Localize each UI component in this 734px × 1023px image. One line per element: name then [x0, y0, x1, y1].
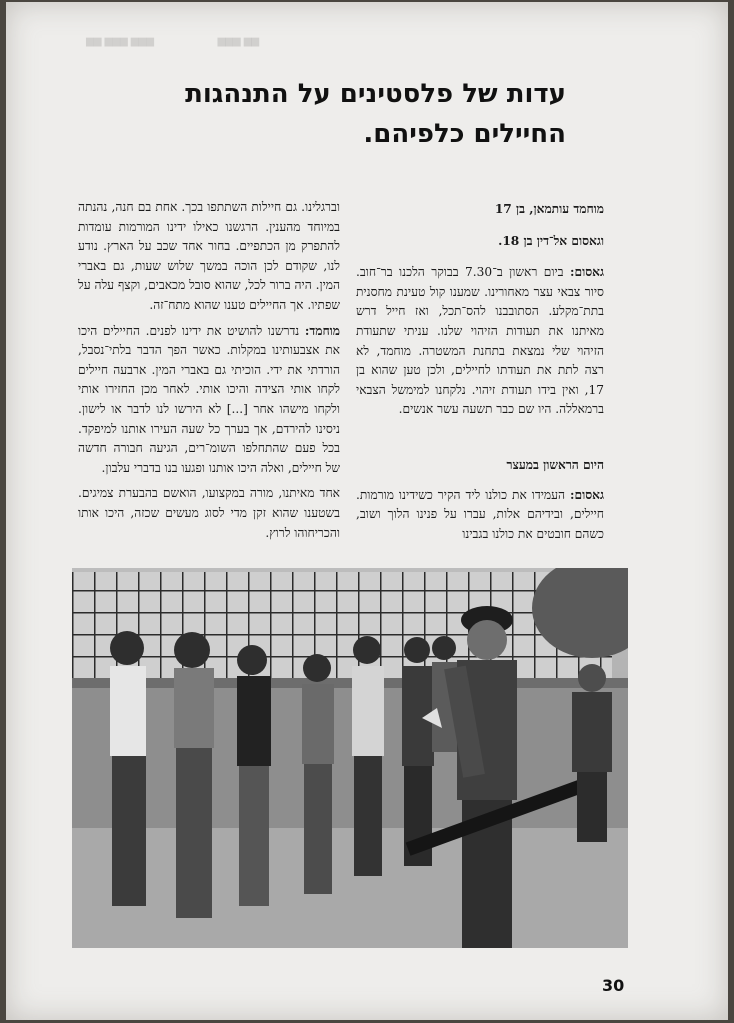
heading-line-2: וגאסום אל־דין בן 18.: [498, 233, 604, 248]
interviewee-heading: [356, 200, 604, 251]
testimony-paragraph: [78, 322, 340, 479]
section-subheading: היום הראשון במעצר: [506, 457, 604, 472]
right-column: [356, 200, 604, 550]
testimony-paragraph: אחד מאיתנו, מורה במקצועו, הואשם בהבערת צמיגים. בשטענו שהוא זקן מדי לסוג מעשים שכזה, היכו אותו והכריחוהו לרוץ.: [78, 486, 340, 540]
speaker-label: גאסום:: [569, 265, 604, 280]
photo-detainees-and-soldiers: [72, 568, 628, 948]
bleed-through-text: ▆▆ ▆▆▆ ▆▆▆ ▆▆▆ ▆▆: [86, 36, 260, 47]
speaker-label: גאסום:: [569, 487, 604, 502]
testimony-paragraph: וברגלינו. גם חיילות השתתפו בכך. אחת בם חנה, נהנתה במיוחד מהענין. הרגשנו כאילו ידינו המורמות עומדות להתפרק מן הכתפיים. בחור אחד שכב על הארץ. נודע לנו, שקודם לכן הוכה במשך שלוש שעות, גם באברי המין. היה ברור לכל, שהוא סובל מכאבים, וקצף עלה על שפתיו. אך החיילים טענו שהוא מתח־זה.: [78, 200, 340, 312]
page-number: 30: [602, 976, 625, 995]
speaker-label: מוחמד:: [304, 323, 340, 338]
document-page: [6, 2, 728, 1020]
paragraph-text: נדרשנו להושיט את ידינו לפנים. החיילים היכו את אצבעותינו במקלות. כאשר הפך הדבר בלתי־נסבל, הורדתי את ידי. הוכיתי גם באברי המין. ארבעה חיילים לקחו אותי הצידה והיכו אותי. לאחר מכן החזירו אותי ולקחו מישהו אחר [...] לא הירשו לנו לדבר או לישון. ניסינו להירדם, אך בערך כל שעה העירו אותנו למיפקד. בכל פעם שהתחלפו השומ־רים, הגיעה חבורה חדשה של חיילים, ואלה היכו אותנו ופגעו בנו בדברי עלבון.: [78, 323, 340, 475]
left-column: [78, 198, 340, 549]
page-title: עדות של פלסטינים על התנהגות החיילים כלפיהם.: [185, 79, 566, 149]
paragraph-text: ביום ראשון ב־7.30 בבוקר הלכנו בר־חוב. סיור צבאי עצר מאחורינו. שמענו קול טעינת מחסנית בתת־מקלע. הסתובבנו להס־תכל, ואז חייל דרש מאיתנו את תעודות הזיהוי שלנו. עניתי שתעודת הזיהוי שלי נמצאת בתחנת המשטרה. מוחמד, לא רצה לתת את תעודתו לחיילים, ולכן טען שהוא בן 17, ואין בידו תעודת זיהוי. נלקחנו למימשל הצבאי ברמאללה. היו שם כבר תשעה עשר אנשים.: [356, 265, 604, 417]
paragraph-text: העמידו את כולנו ליד הקיר כשידינו מורמות. חיילים, ובידיהם אלות, עברו על פנינו הלוך ושוב, כשהם חובטים את כולנו בגבינו: [356, 487, 604, 541]
heading-line-1: מוחמד עותמאן, בן 17: [494, 202, 604, 216]
testimony-paragraph: [356, 263, 604, 420]
testimony-paragraph: [356, 486, 604, 545]
